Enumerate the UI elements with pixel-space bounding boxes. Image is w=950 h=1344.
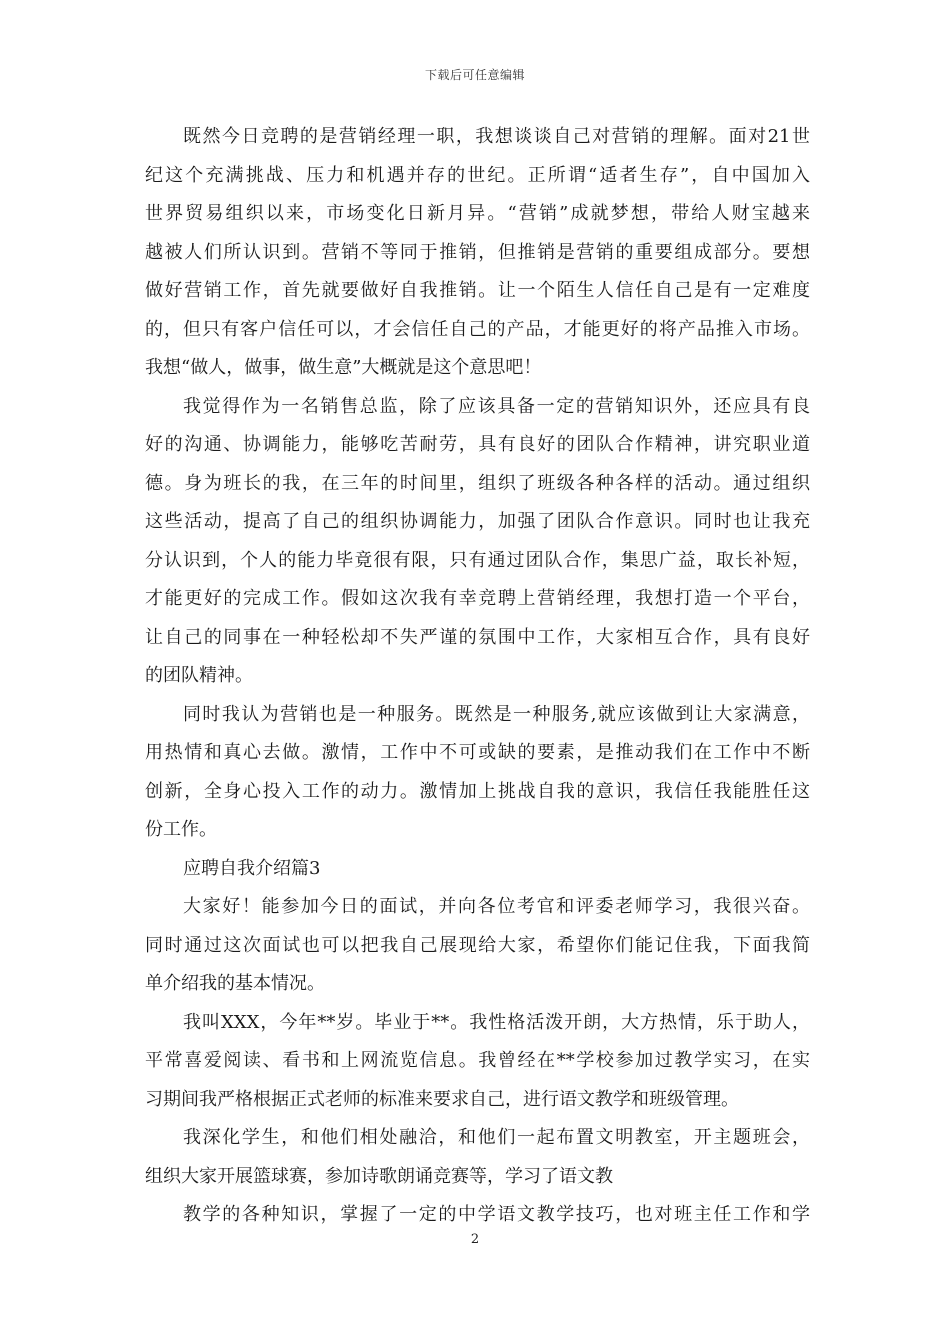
- text-line: 做好营销工作，首先就要做好自我推销。让一个陌生人信任自己是有一定难度: [145, 280, 810, 301]
- text-line: 习期间我严格根据正式老师的标准来要求自己，进行语文教学和班级管理。: [145, 1088, 739, 1110]
- text-line: 份工作。: [145, 819, 217, 840]
- text-line: 我深化学生，和他们相处融洽，和他们一起布置文明教室，开主题班会，: [183, 1127, 810, 1148]
- text-line: 既然今日竞聘的是营销经理一职，我想谈谈自己对营销的理解。面对21世: [183, 126, 810, 147]
- text-line: 单介绍我的基本情况。: [145, 973, 325, 994]
- text-line: 纪这个充满挑战、压力和机遇并存的世纪。正所谓“适者生存”，自中国加入: [145, 164, 810, 186]
- document-body: [145, 118, 810, 1235]
- text-line: 教学的各种知识，掌握了一定的中学语文教学技巧，也对班主任工作和学: [183, 1204, 810, 1225]
- text-line: 分认识到，个人的能力毕竟很有限，只有通过团队合作，集思广益，取长补短，: [145, 549, 810, 571]
- text-line: 才能更好的完成工作。假如这次我有幸竞聘上营销经理，我想打造一个平台，: [145, 588, 810, 609]
- text-line: 平常喜爱阅读、看书和上网流览信息。我曾经在**学校参加过教学实习，在实: [145, 1050, 810, 1071]
- page-number: 2: [470, 1232, 480, 1247]
- text-line: 我觉得作为一名销售总监，除了应该具备一定的营销知识外，还应具有良: [183, 395, 810, 417]
- page-header: 下载后可任意编辑: [424, 68, 525, 82]
- text-line: 世界贸易组织以来，市场变化日新月异。“营销”成就梦想，带给人财宝越来: [145, 203, 810, 224]
- text-line: 同时我认为营销也是一种服务。既然是一种服务,就应该做到让大家满意，: [183, 703, 810, 725]
- text-line: 用热情和真心去做。激情，工作中不可或缺的要素，是推动我们在工作中不断: [145, 742, 810, 763]
- section-heading: 应聘自我介绍篇3: [183, 857, 321, 879]
- text-line: 的团队精神。: [145, 665, 253, 686]
- text-line: 越被人们所认识到。营销不等同于推销，但推销是营销的重要组成部分。要想: [145, 241, 810, 263]
- text-line: 这些活动，提高了自己的组织协调能力，加强了团队合作意识。同时也让我充: [145, 511, 810, 532]
- text-line: 德。身为班长的我，在三年的时间里，组织了班级各种各样的活动。通过组织: [145, 472, 810, 494]
- text-line: 创新，全身心投入工作的动力。激情加上挑战自我的意识，我信任我能胜任这: [145, 780, 810, 802]
- text-line: 大家好！能参加今日的面试，并向各位考官和评委老师学习，我很兴奋。: [183, 896, 810, 917]
- text-line: 我叫XXX，今年**岁。毕业于**。我性格活泼开朗，大方热情，乐于助人，: [183, 1011, 810, 1033]
- text-line: 同时通过这次面试也可以把我自己展现给大家，希望你们能记住我，下面我简: [145, 934, 810, 956]
- text-line: 的，但只有客户信任可以，才会信任自己的产品，才能更好的将产品推入市场。: [145, 318, 810, 340]
- text-line: 让自己的同事在一种轻松却不失严谨的氛围中工作，大家相互合作，具有良好: [145, 626, 810, 648]
- text-line: 组织大家开展篮球赛，参加诗歌朗诵竞赛等，学习了语文教: [145, 1165, 613, 1187]
- text-line: 好的沟通、协调能力，能够吃苦耐劳，具有良好的团队合作精神，讲究职业道: [145, 434, 810, 455]
- text-line: 我想“做人，做事，做生意”大概就是这个意思吧！: [145, 357, 542, 378]
